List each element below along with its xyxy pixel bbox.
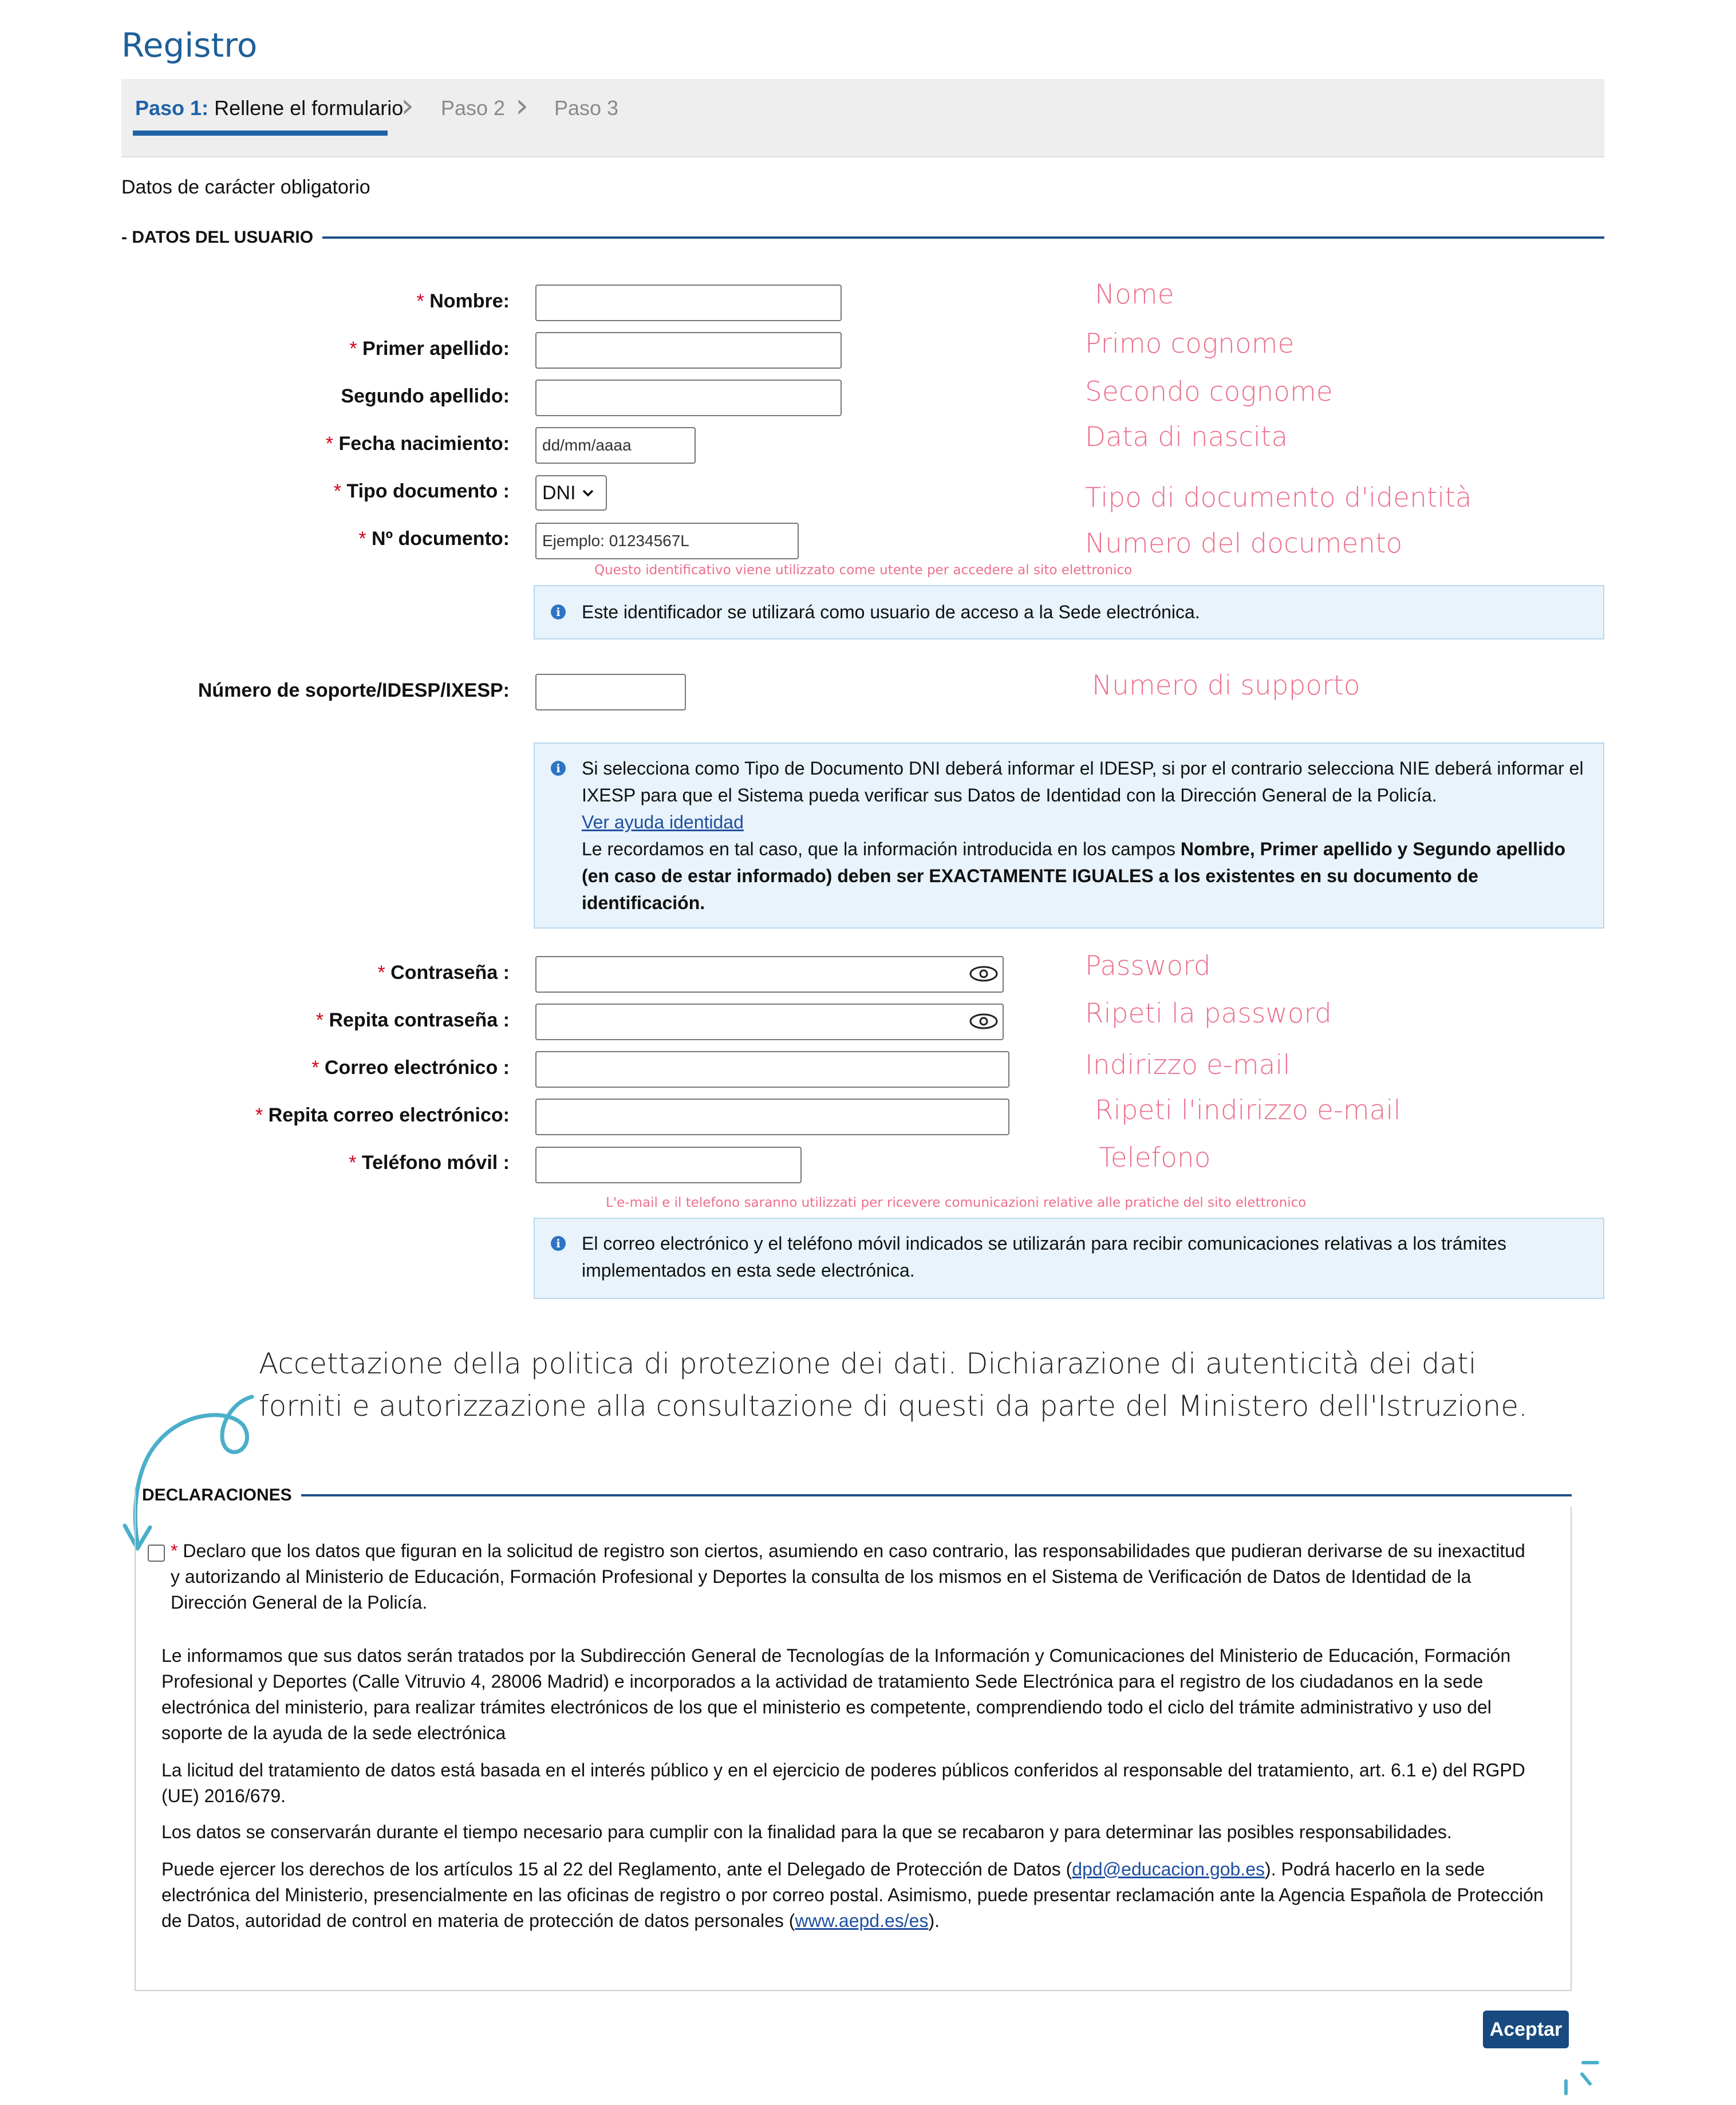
- annotation-nome: Nome: [1095, 279, 1174, 310]
- repita-contrasena-label: * Repita contraseña :: [315, 1009, 510, 1031]
- soporte-label: Número de soporte/IDESP/IXESP:: [198, 680, 510, 701]
- primer-apellido-label: * Primer apellido:: [349, 338, 510, 360]
- info-icon: i: [551, 761, 566, 776]
- telefono-label: * Teléfono móvil :: [349, 1152, 510, 1174]
- privacy-paragraph-2: La licitud del tratamiento de datos está basada en el interés público y en el ejercicio de poderes públicos conferidos al responsable del tratamiento, art. 6.1 e) del RGPD (UE) 2016/679.: [161, 1760, 1525, 1806]
- annotation-telefono: Telefono: [1099, 1142, 1211, 1174]
- info-icon: i: [551, 1236, 566, 1251]
- declaration-checkbox[interactable]: [148, 1545, 165, 1562]
- info-contacto-text: El correo electrónico y el teléfono móvil indicados se utilizarán para recibir comunicaciones relativas a los trámites implementados en esta sede electrónica.: [582, 1233, 1506, 1281]
- annotation-documento-note: Questo identificativo viene utilizzato come utente per accedere al sito elettronico: [594, 563, 1133, 578]
- dpd-email-link[interactable]: dpd@educacion.gob.es: [1072, 1859, 1265, 1879]
- privacy-paragraph-4: Puede ejercer los derechos de los artículos 15 al 22 del Reglamento, ante el Delegado de Protección de Datos (dpd@educacion.gob.es). Podrá hacerlo en la sede electrónica del Ministerio, presencialmente en las oficinas de registro o por correo postal. Asimismo, puede presentar reclamación ante la Agencia Española de Protección de Datos, autoridad de control en materia de protección de datos personales (www.aepd.es/es).: [161, 1859, 1544, 1931]
- repita-contrasena-input[interactable]: [535, 1004, 1004, 1040]
- annotation-password: Password: [1085, 950, 1211, 982]
- step-3: Paso 3: [554, 96, 619, 120]
- correo-input[interactable]: [535, 1051, 1009, 1088]
- section-divider: [322, 236, 1604, 239]
- repita-correo-label: * Repita correo electrónico:: [255, 1104, 510, 1126]
- section-user-title: - DATOS DEL USUARIO: [121, 228, 314, 247]
- decorative-dashes-icon: [1554, 2058, 1600, 2098]
- declaration-text: * Declaro que los datos que figuran en la solicitud de registro son ciertos, asumiendo en caso contrario, las responsabilidades que pudieran derivarse de su inexactitud y autorizando al Ministerio de Educación, Formación Profesional y Deportes la consulta de los mismos en el Sistema de Verificación de Datos de Identidad de la Dirección General de la Policía.: [171, 1541, 1525, 1613]
- info-box-soporte: [534, 743, 1604, 929]
- annotation-tipo-documento: Tipo di documento d'identità: [1085, 482, 1472, 514]
- section-user-data: [121, 226, 1604, 249]
- nombre-input[interactable]: [535, 285, 842, 321]
- annotation-ripeti-email: Ripeti l'indirizzo e-mail: [1095, 1095, 1401, 1126]
- aepd-link[interactable]: www.aepd.es/es: [795, 1910, 929, 1931]
- segundo-apellido-input[interactable]: [535, 380, 842, 416]
- step-1-label: Rellene el formulario: [214, 96, 404, 120]
- explanation-line-2: forniti e autorizzazione alla consultazione di questi da parte del Ministero dell'Istruzione.: [259, 1389, 1528, 1423]
- privacy-paragraph-1: Le informamos que sus datos serán tratados por la Subdirección General de Tecnologías de la Información y Comunicaciones del Ministerio de Educación, Formación Profesional y Deportes (Calle Vitruvio 4, 28006 Madrid) e incorporados a la actividad de tratamiento Sede Electrónica para el registro de los ciudadanos en la sede electrónica del ministerio, para realizar trámites electrónicos de los que el ministerio es competente, comprendiendo todo el ciclo del trámite administrativo y uso del soporte de la ayuda de la sede electrónica: [161, 1645, 1511, 1743]
- annotation-data-nascita: Data di nascita: [1085, 421, 1288, 453]
- info-box-identificador: [534, 585, 1604, 639]
- primer-apellido-input[interactable]: [535, 332, 842, 369]
- telefono-input[interactable]: [535, 1147, 802, 1183]
- contrasena-label: * Contraseña :: [377, 962, 510, 984]
- soporte-input[interactable]: [535, 674, 686, 710]
- chevron-right-icon: ›: [515, 86, 529, 125]
- repita-correo-input[interactable]: [535, 1099, 1009, 1135]
- fecha-label: * Fecha nacimiento:: [325, 433, 510, 455]
- accept-button[interactable]: Aceptar: [1483, 2011, 1569, 2048]
- info-icon: i: [551, 605, 566, 619]
- section-declarations: [142, 1484, 1572, 1507]
- explanation-line-1: Accettazione della politica di protezione dei dati. Dichiarazione di autenticità dei dati: [259, 1347, 1477, 1380]
- segundo-apellido-label: Segundo apellido:: [341, 385, 510, 407]
- annotation-ripeti-password: Ripeti la password: [1085, 998, 1332, 1029]
- privacy-paragraph-3: Los datos se conservarán durante el tiempo necesario para cumplir con la finalidad para la que se recabaron y para determinar las posibles responsabilidades.: [161, 1822, 1452, 1842]
- correo-label: * Correo electrónico :: [311, 1057, 510, 1079]
- annotation-primo-cognome: Primo cognome: [1085, 328, 1295, 360]
- info-identificador-text: Este identificador se utilizará como usuario de acceso a la Sede electrónica.: [582, 602, 1200, 622]
- nombre-label: * Nombre:: [416, 290, 510, 312]
- section-divider: [301, 1494, 1572, 1496]
- step-1: [135, 96, 403, 120]
- active-step-indicator: [133, 131, 388, 136]
- show-password-eye-icon[interactable]: [968, 1012, 999, 1031]
- step-2: Paso 2: [441, 96, 506, 120]
- fecha-input[interactable]: dd/mm/aaaa: [535, 427, 696, 464]
- section-declarations-title: DECLARACIONES: [142, 1486, 292, 1504]
- tipo-documento-select[interactable]: DNI: [535, 475, 607, 511]
- tipo-documento-label: * Tipo documento :: [333, 480, 510, 502]
- annotation-secondo-cognome: Secondo cognome: [1085, 376, 1333, 408]
- page-title: Registro: [121, 26, 258, 65]
- step-1-number: Paso 1:: [135, 96, 209, 120]
- mandatory-notice: Datos de carácter obligatorio: [121, 176, 370, 198]
- chevron-right-icon: ›: [401, 86, 415, 125]
- annotation-numero-supporto: Numero di supporto: [1092, 670, 1360, 701]
- num-documento-input[interactable]: Ejemplo: 01234567L: [535, 523, 799, 559]
- show-password-eye-icon[interactable]: [968, 964, 999, 984]
- info-soporte-text: Si selecciona como Tipo de Documento DNI deberá informar el IDESP, si por el contrario selecciona NIE deberá informar el IXESP para que el Sistema pueda verificar sus Datos de Identidad con la Dirección General de la Policía. Ver ayuda identidad Le recordamos en tal caso, que la información introducida en los campos Nombre, Primer apellido y Segundo apellido (en caso de estar informado) deben ser EXACTAMENTE IGUALES a los existentes en su documento de identificación.: [582, 758, 1584, 913]
- info-box-contacto: [534, 1218, 1604, 1299]
- annotation-indirizzo-email: Indirizzo e-mail: [1085, 1049, 1291, 1081]
- num-documento-label: * Nº documento:: [358, 528, 510, 550]
- ayuda-identidad-link[interactable]: Ver ayuda identidad: [582, 812, 744, 832]
- annotation-numero-documento: Numero del documento: [1085, 528, 1403, 559]
- annotation-contact-note: L'e-mail e il telefono saranno utilizzati per ricevere comunicazioni relative alle pratiche del sito elettronico: [606, 1195, 1307, 1210]
- chevron-down-icon: [582, 489, 594, 497]
- contrasena-input[interactable]: [535, 956, 1004, 993]
